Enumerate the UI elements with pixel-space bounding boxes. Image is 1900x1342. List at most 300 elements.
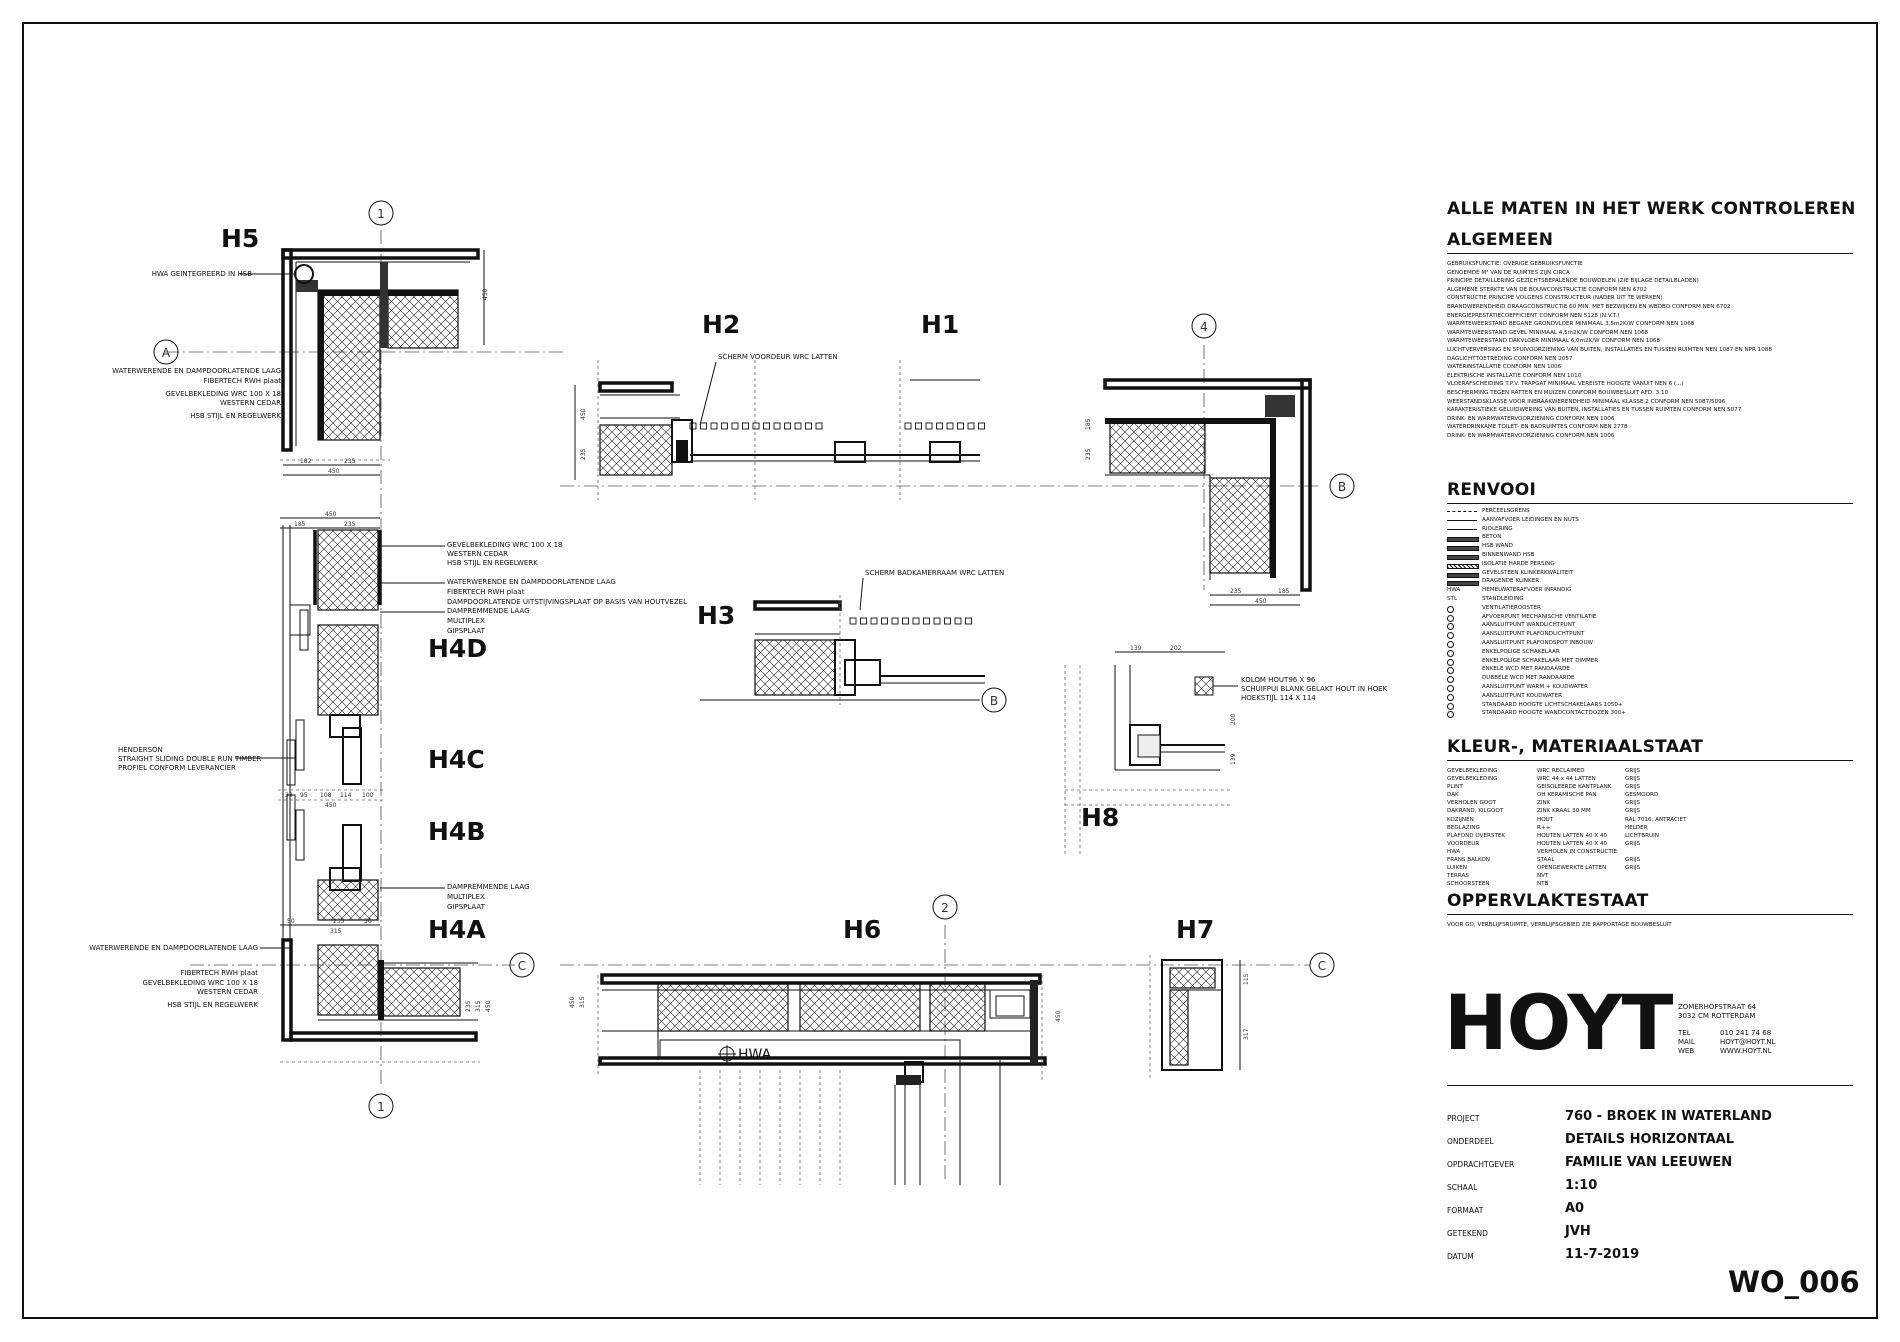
legend-symbol-icon [1447,623,1454,630]
svg-text:STRAIGHT SLIDING DOUBLE RUN TI: STRAIGHT SLIDING DOUBLE RUN TIMBER [118,755,262,763]
material-color: GRIJS [1625,840,1641,847]
renvooi-item [1447,649,1847,658]
detail-label-h2: H2 [702,310,741,339]
legend-label: PERCEELSGRENS [1482,508,1530,514]
slat [861,618,867,624]
legend-symbol-icon [1447,564,1479,569]
material-row [1447,881,1847,889]
svg-text:GIPSPLAAT: GIPSPLAAT [447,627,485,635]
legend-label: BINNENWAND HSB [1482,551,1535,558]
grid-bubble-1-top [369,201,393,225]
renvooi-item [1447,552,1847,561]
section-title-renvooi: RENVOOI [1447,480,1537,500]
material-part: LUIKEN [1447,865,1467,872]
material-row [1447,808,1847,816]
material-part: GEVELBEKLEDING [1447,768,1498,774]
svg-text:450: 450 [1055,1010,1062,1022]
material-type: NVT [1537,873,1549,880]
svg-text:C: C [517,959,527,973]
material-color: GRIJS [1625,776,1641,783]
svg-text:315: 315 [475,1000,482,1012]
material-row [1447,784,1847,792]
slat [795,423,801,429]
svg-text:4: 4 [1200,320,1208,334]
svg-text:SCHERM VOORDEUR WRC LATTEN: SCHERM VOORDEUR WRC LATTEN [718,353,838,361]
material-row [1447,873,1847,881]
slat [979,423,985,429]
renvooi-item [1447,702,1847,711]
material-row [1447,833,1847,841]
svg-text:235: 235 [1230,588,1242,595]
legend-label: DRAGENDE KLINKER [1482,578,1540,585]
material-color: GESMOORD [1625,792,1659,799]
svg-text:B: B [1337,480,1347,494]
section-title-kleur: KLEUR-, MATERIAALSTAAT [1447,737,1704,757]
detail-h4-right-corner [1085,380,1310,605]
legend-label: STANDAARD HOOGTE LICHTSCHAKELAARS 1050+ [1482,701,1623,708]
material-part: TERRAS [1447,873,1469,880]
algemeen-line: DRINK- EN WARMWATERVOORZIENING CONFORM NEN 1006 [1447,415,1615,422]
legend-symbol-icon [1447,694,1454,701]
slat [926,423,932,429]
titleblock-key: OPDRACHTGEVER [1447,1160,1515,1169]
slat [774,423,780,429]
material-type: HOUTEN LATTEN 40 X 40 [1537,832,1608,839]
svg-text:GIPSPLAAT: GIPSPLAAT [447,903,485,911]
svg-text:1: 1 [377,207,385,221]
svg-text:100: 100 [362,792,374,799]
titleblock-value: DETAILS HORIZONTAAL [1565,1132,1734,1147]
svg-text:185: 185 [1085,418,1092,430]
svg-text:450: 450 [1255,598,1267,605]
legend-label: AANVAFVOER LEIDINGEN EN NUTS [1482,516,1579,523]
legend-label: AANSLUITPUNT WANDLICHTPUNT [1482,622,1576,629]
svg-text:450: 450 [569,996,576,1008]
slat [916,423,922,429]
rule-algemeen [1447,253,1853,254]
detail-h4a [280,940,492,1062]
titleblock-row-getekend [1447,1223,1853,1246]
legend-symbol-icon [1447,650,1454,657]
legend-symbol-icon: HWA [1447,587,1461,594]
slat [701,423,707,429]
material-part: KOZIJNEN [1447,816,1474,823]
svg-text:115: 115 [1243,973,1250,985]
svg-text:HSB STIJL EN REGELWERK: HSB STIJL EN REGELWERK [447,559,538,567]
company-address-1: ZOMERHOFSTRAAT 64 [1678,1003,1757,1011]
material-row [1447,776,1847,784]
detail-label-h4d: H4D [428,634,488,663]
svg-text:200: 200 [1230,713,1237,725]
legend-symbol-icon [1447,667,1454,674]
oppervlakte-line: VOOR GO, VERBLIJFSRUIMTE, VERBLIJFSGEBIED ZIE RAPPORTAGE BOUWBESLUIT [1447,922,1672,928]
legend-label: AFVOERPUNT MECHANISCHE VENTILATIE [1482,613,1597,620]
svg-text:FIBERTECH RWH plaat: FIBERTECH RWH plaat [203,377,281,385]
material-type: ZINK KRAAL 30 MM [1537,808,1591,815]
company-address-2: 3032 CM ROTTERDAM [1678,1012,1756,1020]
svg-text:FIBERTECH RWH plaat: FIBERTECH RWH plaat [447,588,525,596]
notice-header: ALLE MATEN IN HET WERK CONTROLEREN [1447,199,1856,219]
renvooi-item [1447,631,1847,640]
titleblock-value: 11-7-2019 [1565,1247,1640,1262]
material-part: DAKRAND, KILGOOT [1447,808,1504,815]
slat [913,618,919,624]
legend-label: ENKELE WCD MET RANDAARDE [1482,666,1570,673]
detail-label-h7: H7 [1176,915,1215,944]
svg-text:WATERWERENDE EN DAMPDOORLATEND: WATERWERENDE EN DAMPDOORLATENDE LAAG [89,944,258,952]
legend-symbol-icon [1447,555,1479,560]
svg-text:C: C [1317,959,1327,973]
svg-text:450: 450 [482,288,489,300]
algemeen-line: WARMTEWEERSTAND GEVEL MINIMAAL 4,5m2K/W CONFORM NEN 1068 [1447,329,1649,336]
slat [871,618,877,624]
tel-value[interactable]: 010 241 74 68 [1720,1029,1772,1037]
algemeen-line: VLOERAFSCHEIDING T.P.V. TRAPGAT MINIMAAL VEREISTE HOOGTE VANUIT NEN 6 (...) [1447,381,1684,388]
slat [882,618,888,624]
svg-text:235: 235 [344,458,356,465]
algemeen-line: KARAKTERISTIEKE GELUIDWERING VAN BUITEN, INSTALLATIES EN TUSSEN RUIMTEN CONFORM NEN 5077 [1447,407,1742,414]
mail-label: MAIL [1678,1038,1695,1046]
material-type: STAAL [1537,857,1555,864]
titleblock-key: GETEKEND [1447,1229,1488,1238]
svg-text:WESTERN CEDAR: WESTERN CEDAR [196,988,258,996]
detail-label-h3: H3 [697,601,736,630]
material-part: HWA [1447,848,1461,855]
material-color: GRIJS [1625,857,1641,864]
titleblock-key: ONDERDEEL [1447,1137,1494,1146]
material-row [1447,865,1847,873]
svg-text:33: 33 [285,792,293,799]
grid-bubble-c-right [1310,953,1334,977]
renvooi-item [1447,622,1847,631]
legend-label: BETON [1482,534,1502,541]
detail-h7 [1150,955,1250,1080]
legend-symbol-icon [1447,537,1479,542]
titleblock-value: A0 [1565,1201,1585,1216]
legend-symbol-icon [1447,529,1477,533]
algemeen-line: BESCHERMING TEGEN RATTEN EN MUIZEN CONFORM BOUWBESLUIT AFD. 3.10 [1447,389,1669,396]
svg-text:1: 1 [377,1100,385,1114]
svg-text:50: 50 [364,918,372,925]
slat [711,423,717,429]
legend-symbol-icon [1447,546,1479,551]
svg-text:235: 235 [344,521,356,528]
algemeen-line: DRINK- EN WARMWATERVOORZIENING CONFORM NEN 1006 [1447,432,1615,439]
svg-text:A: A [161,346,171,360]
tel-label: TEL [1678,1029,1691,1037]
algemeen-line: ALGEMENE STERKTE VAN DE BOUWCONSTRUCTIE CONFORM NEN 6702 [1447,286,1647,293]
material-part: FRANS BALKON [1447,857,1490,864]
svg-text:235: 235 [465,1000,472,1012]
svg-text:185: 185 [294,521,306,528]
legend-symbol-icon [1447,511,1477,515]
material-color: GRIJS [1625,784,1641,791]
slat [903,618,909,624]
renvooi-item [1447,605,1847,614]
legend-symbol-icon [1447,641,1454,648]
detail-label-h4c: H4C [428,745,485,774]
legend-symbol-icon [1447,606,1454,613]
svg-text:HENDERSON: HENDERSON [118,746,163,754]
slat [753,423,759,429]
algemeen-line: ELEKTRISCHE INSTALLATIE CONFORM NEN 1010 [1447,372,1582,379]
slat [966,618,972,624]
kleur-table [1447,768,1847,889]
svg-text:MULTIPLEX: MULTIPLEX [447,617,485,625]
grid-bubble-b-h3 [982,688,1006,712]
rule-titleblock [1447,1085,1853,1086]
material-row [1447,849,1847,857]
slat [947,423,953,429]
svg-text:GEVELBEKLEDING WRC 100 X 18: GEVELBEKLEDING WRC 100 X 18 [165,390,281,398]
slat [722,423,728,429]
legend-label: AANSLUITPUNT PLAFONDLICHTPUNT [1482,631,1585,638]
algemeen-line: GENOEMDE M² VAN DE RUIMTES ZIJN CIRCA [1447,269,1570,276]
svg-text:185: 185 [1278,588,1290,595]
slat [892,618,898,624]
titleblock-row-onderdeel [1447,1131,1853,1154]
material-type: OPENGEWERKTE LATTEN [1537,865,1607,872]
legend-label: ENKELPOLIGE SCHAKELAAR [1482,648,1560,655]
slat [905,423,911,429]
material-color: RAL 7016, ANTRACIET [1625,816,1687,823]
legend-label: GEVELSTEEN KLINKERKWALITEIT [1482,569,1574,576]
slat [785,423,791,429]
svg-text:KOLOM HOUT96 X 96: KOLOM HOUT96 X 96 [1241,676,1316,684]
svg-text:114: 114 [340,792,352,799]
material-color: GRIJS [1625,808,1641,815]
material-part: GEVELBEKLEDING [1447,776,1498,783]
material-row [1447,857,1847,865]
svg-text:108: 108 [320,792,332,799]
renvooi-item [1447,526,1847,535]
material-type: NTB [1537,881,1549,888]
wrc-slats [690,423,985,429]
grid-bubble-2 [933,895,957,919]
detail-label-h5: H5 [221,224,260,253]
grid-bubble-4 [1192,314,1216,338]
algemeen-line: WATERDRINKAME TOILET- EN BADRUIMTES CONFORM NEN 2778 [1447,424,1628,431]
svg-text:WATERWERENDE EN DAMPDOORLATEND: WATERWERENDE EN DAMPDOORLATENDE LAAG [447,578,616,586]
renvooi-item [1447,587,1847,596]
renvooi-item [1447,570,1847,579]
titleblock-row-project [1447,1108,1853,1131]
slat [945,618,951,624]
legend-symbol-icon [1447,676,1454,683]
material-color: GRIJS [1625,800,1641,807]
renvooi-item [1447,534,1847,543]
legend-symbol-icon [1447,659,1454,666]
rule-kleur [1447,760,1853,761]
slat [850,618,856,624]
svg-text:HWA GEINTEGREERD IN HSB: HWA GEINTEGREERD IN HSB [151,270,252,278]
svg-text:FIBERTECH RWH plaat: FIBERTECH RWH plaat [180,969,258,977]
legend-label: STANDAARD HOOGTE WANDCONTACTDOZEN 300+ [1482,710,1626,717]
detail-label-h1: H1 [921,310,960,339]
material-row [1447,841,1847,849]
renvooi-item [1447,675,1847,684]
svg-text:SCHERM BADKAMERRAAM WRC LATTEN: SCHERM BADKAMERRAAM WRC LATTEN [865,569,1005,577]
legend-label: HEMELWATERAFVOER INPANDIG [1482,587,1572,594]
svg-text:DAMPREMMENDE LAAG: DAMPREMMENDE LAAG [447,607,530,615]
svg-text:450: 450 [485,1000,492,1012]
grid-bubble-1-bottom [369,1094,393,1118]
legend-label: STANDLEIDING [1482,595,1524,602]
renvooi-item [1447,543,1847,552]
web-label: WEB [1678,1047,1695,1055]
web-link[interactable]: WWW.HOYT.NL [1720,1047,1772,1055]
svg-text:450: 450 [325,511,337,518]
svg-text:235: 235 [1085,448,1092,460]
svg-text:139: 139 [1130,645,1142,652]
titleblock-key: FORMAAT [1447,1206,1484,1215]
legend-label: ENKELPOLIGE SCHAKELAAR MET DIMMER [1482,657,1599,664]
slat [937,423,943,429]
legend-label: AANSLUITPUNT WARM + KOUDWATER [1482,683,1589,690]
legend-label: HSB WAND [1482,543,1513,550]
svg-text:SCHUIFPUI BLANK GELAKT HOUT IN: SCHUIFPUI BLANK GELAKT HOUT IN HOEK [1241,685,1388,693]
detail-label-h8: H8 [1081,803,1120,832]
titleblock-key: PROJECT [1447,1114,1480,1123]
algemeen-line: WEERSTANDSKLASSE VOOR INBRAAKWERENDHEID MINIMAAL KLASSE 2 CONFORM NEN 5087/5096 [1447,398,1726,405]
titleblock-value: FAMILIE VAN LEEUWEN [1565,1155,1733,1170]
algemeen-line: WARMTEWEERSTAND DAKVLOER MINIMAAL 6,0m2K/W CONFORM NEN 1068 [1447,338,1661,345]
legend-symbol-icon [1447,581,1479,586]
material-type: GEISOLEERDE KANTPLANK [1537,784,1612,791]
algemeen-line: CONSTRUCTIE PRINCIPE VOLGENS CONSTRUCTEUR (NADER UIT TE WERKEN) [1447,295,1663,302]
svg-text:DAMPDOORLATENDE UITSTIJVINGSPL: DAMPDOORLATENDE UITSTIJVINGSPLAAT OP BASIS VAN HOUTVEZEL [447,598,687,606]
titleblock-key: DATUM [1447,1252,1474,1261]
legend-label: RIOLERING [1482,525,1513,532]
detail-label-h6: H6 [843,915,882,944]
svg-text:317: 317 [1243,1028,1250,1040]
svg-text:PROFIEL CONFORM LEVERANCIER: PROFIEL CONFORM LEVERANCIER [118,764,236,772]
algemeen-line: DAGLICHTTOETREDING CONFORM NEN 2057 [1447,355,1573,362]
renvooi-item [1447,640,1847,649]
detail-h5 [240,250,489,475]
svg-text:2: 2 [941,901,949,915]
legend-symbol-icon [1447,573,1479,578]
svg-text:GEVELBEKLEDING WRC 100 X 18: GEVELBEKLEDING WRC 100 X 18 [142,979,258,987]
material-type: HOUTEN LATTEN 40 X 40 [1537,840,1608,847]
renvooi-item [1447,596,1847,605]
hwa-icon [718,1045,736,1063]
renvooi-item [1447,658,1847,667]
section-title-algemeen: ALGEMEEN [1447,230,1554,250]
detail-h2-h1 [575,360,985,500]
renvooi-item [1447,710,1847,719]
material-color: GRIJS [1625,768,1641,774]
material-part: BEGLAZING [1447,824,1480,831]
renvooi-item [1447,666,1847,675]
rule-oppervlakte [1447,914,1853,915]
slat [743,423,749,429]
svg-text:HWA: HWA [738,1047,772,1063]
slat [955,618,961,624]
legend-label: AANSLUITPUNT PLAFONDSPOT INBOUW [1482,639,1594,646]
material-type: WRC RECLAIMED [1537,768,1585,774]
titleblock-value: JVH [1565,1224,1591,1239]
algemeen-line: PRINCIPE DETAILLERING GEZICHTSBEPALENDE BOUWDELEN (ZIE BIJLAGE DETAILBLADEN) [1447,278,1699,285]
titleblock-value: 1:10 [1565,1178,1598,1193]
renvooi-item [1447,517,1847,526]
slat [732,423,738,429]
material-type: OH KERAMISCHE PAN [1537,792,1597,799]
slat [958,423,964,429]
mail-link[interactable]: HOYT@HOYT.NL [1720,1038,1776,1046]
material-part: PLINT [1447,784,1463,791]
material-color: LICHTBRUIN [1625,832,1659,839]
svg-text:450: 450 [325,802,337,809]
svg-text:95: 95 [300,792,308,799]
material-part: PLAFOND OVERSTEK [1447,832,1506,839]
svg-text:B: B [989,694,999,708]
material-part: DAK [1447,792,1459,799]
grid-bubble-b-right [1330,474,1354,498]
algemeen-line: WATERINSTALLATIE CONFORM NEN 1006 [1447,364,1562,371]
material-type: HOUT [1537,816,1554,823]
material-color: HELDER [1625,824,1648,831]
algemeen-line: BRANDWERENDHEID DRAAGCONSTRUCTIE 60 MIN. MET BEZWIJKEN EN WBDBO CONFORM NEN 6702 [1447,303,1731,310]
titleblock-row-formaat [1447,1200,1853,1223]
svg-text:50: 50 [287,918,295,925]
titleblock-value: 760 - BROEK IN WATERLAND [1565,1109,1772,1124]
legend-symbol-icon [1447,632,1454,639]
algemeen-line: ENERGIEPRESTATIECOEFFICIENT CONFORM NEN 5128 (N.V.T.) [1447,312,1620,319]
material-type: ZINK [1537,800,1551,807]
svg-text:202: 202 [1170,645,1182,652]
slat [968,423,974,429]
svg-text:WESTERN CEDAR: WESTERN CEDAR [447,550,509,558]
svg-text:HSB STIJL EN REGELWERK: HSB STIJL EN REGELWERK [167,1001,258,1009]
renvooi-item [1447,508,1847,517]
algemeen-line: WARMTEWEERSTAND BEGANE GRONDVLOER MINIMAAL 3,5m2K/W CONFORM NEN 1068 [1447,321,1695,328]
renvooi-item [1447,684,1847,693]
legend-symbol-icon [1447,703,1454,710]
section-title-oppervlakte: OPPERVLAKTESTAAT [1447,891,1649,911]
svg-text:HSB STIJL EN REGELWERK: HSB STIJL EN REGELWERK [190,412,281,420]
material-type: VERHOLEN IN CONSTRUCTIE [1537,848,1618,855]
detail-label-h4b: H4B [428,817,486,846]
material-row [1447,825,1847,833]
material-row [1447,817,1847,825]
svg-text:235: 235 [580,448,587,460]
material-type: R++ [1537,824,1551,831]
slat [764,423,770,429]
svg-text:450: 450 [580,408,587,420]
wrc-slats-h3 [850,618,972,624]
legend-symbol-icon [1447,711,1454,718]
material-part: SCHOORSTEEN [1447,881,1490,888]
slat [924,618,930,624]
material-type: WRC 44 x 44 LATTEN [1537,776,1596,783]
rule-renvooi [1447,503,1853,504]
renvooi-item [1447,614,1847,623]
material-color: GRIJS [1625,865,1641,872]
legend-symbol-icon [1447,615,1454,622]
renvooi-item [1447,693,1847,702]
svg-text:GEVELBEKLEDING WRC 100 X 18: GEVELBEKLEDING WRC 100 X 18 [447,541,563,549]
slat [934,618,940,624]
renvooi-list [1447,508,1847,719]
material-row [1447,768,1847,776]
svg-text:139: 139 [1230,753,1237,765]
algemeen-list [1447,260,1772,440]
legend-symbol-icon: STL [1447,595,1458,602]
legend-label: AANSLUITPUNT KOUDWATER [1482,692,1563,699]
material-part: VERHOLEN GOOT [1447,800,1497,807]
company-logo: HOYT [1444,978,1673,1067]
